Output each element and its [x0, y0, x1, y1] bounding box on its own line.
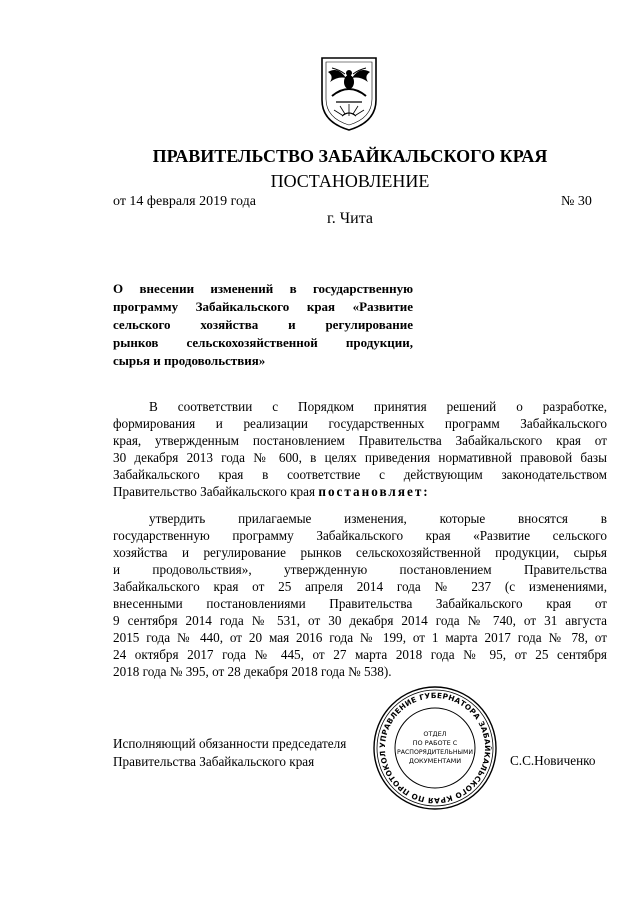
subject-line: программу Забайкальского края «Развитие [113, 299, 413, 314]
paragraph-line: 2015 года № 440, от 20 мая 2016 года № 199, от 1 марта 2017 года № 78, от [113, 630, 607, 645]
organization-title: ПРАВИТЕЛЬСТВО ЗАБАЙКАЛЬСКОГО КРАЯ [152, 146, 548, 166]
paragraph-line [113, 483, 607, 500]
paragraph-line: края, утвержденным постановлением Правительства Забайкальского края от [113, 433, 607, 448]
stamp-center-line: ПО РАБОТЕ С [412, 739, 458, 747]
document-number: № 30 [561, 194, 592, 209]
paragraph-line: Забайкальского края в соответствие с действующим законодательством [113, 467, 607, 482]
signatory-title [113, 735, 346, 771]
paragraph-line: хозяйства и регулирование рынков сельскохозяйственной продукции, сырья [113, 545, 607, 560]
subject-line: сырья и продовольствия» [113, 353, 266, 368]
stamp-center-line: РАСПОРЯДИТЕЛЬНЫМИ [397, 749, 473, 756]
resolves-word: постановляет: [318, 484, 430, 499]
stamp-ring-text: УПРАВЛЕНИЕ ГУБЕРНАТОРА ЗАБАЙКАЛЬСКОГО КРАЯ ПО ПРОТОКОЛ [377, 690, 493, 806]
paragraph-line: и продовольствия», утвержденную постановлением Правительства [113, 562, 607, 577]
stamp-center-line: ОТДЕЛ [423, 730, 447, 738]
paragraph-line: формирования и реализации государственных программ Забайкальского [113, 416, 607, 431]
resolution-paragraph [113, 510, 607, 680]
paragraph-line: 2018 года № 395, от 28 декабря 2018 года № 538). [113, 664, 392, 679]
paragraph-line: 24 октября 2017 года № 445, от 27 марта 2018 года № 95, от 25 сентября [113, 647, 607, 662]
paragraph-line: В соответствии с Порядком принятия решений о разработке, [149, 399, 607, 414]
subject-line: О внесении изменений в государственную [113, 281, 413, 296]
paragraph-line: внесенными постановлениями Правительства Забайкальского края от [113, 596, 607, 611]
signatory-title-line: Исполняющий обязанности председателя [113, 736, 347, 751]
document-city: г. Чита [326, 210, 373, 227]
paragraph-line: 9 сентября 2014 года № 531, от 30 декабря 2014 года № 740, от 31 августа [113, 613, 607, 628]
document-type: ПОСТАНОВЛЕНИЕ [270, 171, 430, 191]
preamble-paragraph [113, 398, 607, 500]
official-stamp [371, 684, 499, 812]
signatory-title-line: Правительства Забайкальского края [113, 754, 315, 769]
stamp-center-line: ДОКУМЕНТАМИ [408, 757, 462, 765]
paragraph-line: 30 декабря 2013 года № 600, в целях приведения нормативной правовой базы [113, 450, 607, 465]
document-subject [113, 280, 413, 370]
paragraph-line: утвердить прилагаемые изменения, которые вносятся в [149, 511, 607, 526]
subject-line: сельского хозяйства и регулирование [113, 317, 413, 332]
resolving-body: Правительство Забайкальского края [113, 484, 316, 499]
signatory-name: С.С.Новиченко [510, 753, 596, 768]
coat-of-arms-emblem [318, 52, 380, 132]
document-date: от 14 февраля 2019 года [113, 194, 256, 209]
paragraph-line: Забайкальского края от 25 апреля 2014 года № 237 (с изменениями, [113, 579, 607, 594]
paragraph-line: государственную программу Забайкальского края «Развитие сельского [113, 528, 607, 543]
subject-line: рынков сельскохозяйственной продукции, [113, 335, 413, 350]
